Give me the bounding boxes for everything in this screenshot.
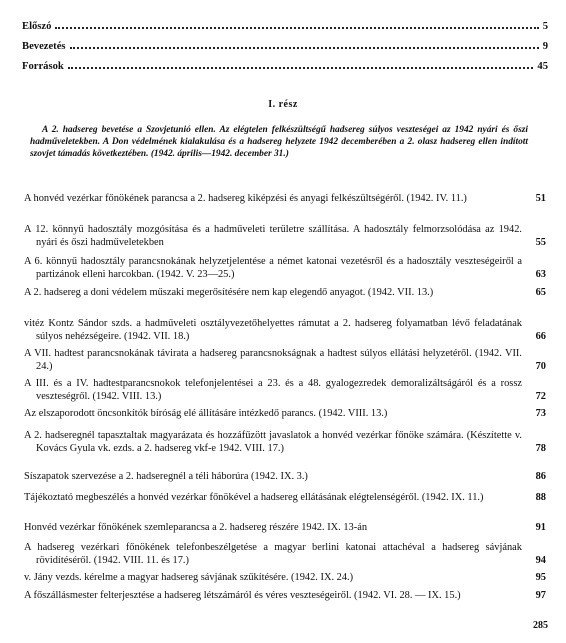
- entry-page-number: 91: [535, 522, 546, 533]
- entry-title: A 6. könnyű hadosztály parancsnokának helyzetjelentése a német katonai vezetésről és a hadosztály veszteségeiről a partizánok elleni harcokban. (1942. V. 23—25.): [24, 256, 522, 280]
- entry-page-number: 51: [535, 193, 546, 204]
- toc-entry: [24, 572, 546, 585]
- toc-entry: [24, 542, 546, 567]
- front-matter-item-introduction: [22, 40, 548, 53]
- toc-entry: [24, 522, 546, 535]
- entry-page-number: 73: [535, 408, 546, 419]
- toc-entry: [24, 471, 546, 484]
- entry-page-number: 63: [535, 268, 546, 280]
- part-intro: A 2. hadsereg bevetése a Szovjetunió ellen. Az elégtelen felkészültségű hadsereg súlyos veszteségei az 1942 nyári és őszi hadműveletekben. A Don védelmének kialakulása és a hadsereg helyzete 1942 decemberében a 2. olasz hadsereg ellen indított szovjet támadás következtében. (1942. április—1942. december 31.): [30, 125, 528, 159]
- entry-title: A honvéd vezérkar főnökének parancsa a 2. hadsereg kiképzési és anyagi felkészültségéről. (1942. IV. 11.): [24, 193, 467, 204]
- entry-title: Az elszaporodott öncsonkítók bíróság elé állításáre intézkedő parancs. (1942. VIII. 13.): [24, 408, 388, 419]
- entry-title: A III. és a IV. hadtestparancsnokok telefonjelentései a 23. és a 48. gyalogezredek demoralizáltságáról és a rossz veszteségről. (1942. VIII. 13.): [24, 378, 522, 402]
- front-matter-item-sources: [22, 60, 548, 73]
- entry-title: A 2. hadseregnél tapasztaltak magyarázata és hozzáfűzött javaslatok a honvéd vezérkar főnöke számára. (Készítette v. Kovács Gyula vk. ezds. a 2. hadsereg vkf-e 1942. VIII. 17.): [24, 430, 522, 454]
- toc-entry: [24, 224, 546, 249]
- entry-title: A főszállásmester felterjesztése a hadsereg létszámáról és véres veszteségeiről. (1942. VI. 28. — IX. 15.): [24, 590, 461, 601]
- entry-title: Tájékoztató megbeszélés a honvéd vezérkar főnökével a hadsereg ellátásának elégtelenségéről. (1942. IX. 11.): [24, 492, 484, 503]
- entry-page-number: 70: [535, 360, 546, 372]
- toc-entry: [24, 318, 546, 343]
- entry-title: A VII. hadtest parancsnokának távirata a hadsereg parancsnokságnak a hadtest súlyos ellátási helyzetéről. (1942. VII. 24.): [24, 348, 522, 372]
- entry-title: Síszapatok szervezése a 2. hadseregnél a téli háborúra (1942. IX. 3.): [24, 471, 308, 482]
- entry-title: v. Jány vezds. kérelme a magyar hadsereg sávjának szűkítésére. (1942. IX. 24.): [24, 572, 354, 583]
- entry-page-number: 65: [535, 287, 546, 298]
- entry-page-number: 78: [535, 442, 546, 454]
- toc-entry: [24, 430, 546, 455]
- toc-entry: [24, 408, 546, 421]
- toc-entry: [24, 492, 546, 505]
- toc-entry: [24, 590, 546, 603]
- entry-page-number: 72: [535, 390, 546, 402]
- entry-page-number: 95: [535, 572, 546, 583]
- toc-label: Források: [22, 61, 64, 72]
- front-matter-item-foreword: [22, 20, 548, 33]
- toc-entry: [24, 378, 546, 403]
- entry-page-number: 86: [535, 471, 546, 482]
- entry-page-number: 88: [535, 492, 546, 503]
- entry-title: vitéz Kontz Sándor szds. a hadműveleti osztályvezetőhelyettes rámutat a 2. hadsereg folyamatban lévő feladatának súlyos nehézségeire. (1942. VII. 18.): [24, 318, 522, 342]
- toc-entry: [24, 256, 546, 281]
- entry-title: A hadsereg vezérkari főnökének telefonbeszélgetése a magyar berlini katonai attachéval a hadsereg sávjának rövidítéséről. (1942. VIII. 11. és 17.): [24, 542, 522, 566]
- toc-entry: [24, 287, 546, 300]
- entry-title: Honvéd vezérkar főnökének szemleparancsa a 2. hadsereg részére 1942. IX. 13-án: [24, 522, 368, 533]
- toc-label: Előszó: [22, 21, 52, 32]
- entry-page-number: 55: [535, 236, 546, 248]
- toc-entry: [24, 193, 546, 206]
- part-heading: I. rész: [268, 99, 298, 110]
- folio-page-number: 285: [533, 620, 548, 631]
- toc-entry: [24, 348, 546, 373]
- toc-label: Bevezetés: [22, 41, 66, 52]
- dot-leader: [55, 27, 538, 29]
- toc-page-number: 5: [542, 21, 548, 32]
- toc-page-number: 45: [537, 61, 548, 72]
- dot-leader: [68, 67, 534, 69]
- entry-page-number: 66: [535, 330, 546, 342]
- toc-page-number: 9: [542, 41, 548, 52]
- entry-page-number: 94: [535, 554, 546, 566]
- entry-title: A 12. könnyű hadosztály mozgósítása és a hadműveleti területre szállítása. A hadosztály felmorzsolódása az 1942. nyári és őszi hadműveletekben: [24, 224, 522, 248]
- dot-leader: [70, 47, 539, 49]
- entry-title: A 2. hadsereg a doni védelem műszaki megerősítésére nem kap elegendő anyagot. (1942. VII. 13.): [24, 287, 434, 298]
- entry-page-number: 97: [535, 590, 546, 601]
